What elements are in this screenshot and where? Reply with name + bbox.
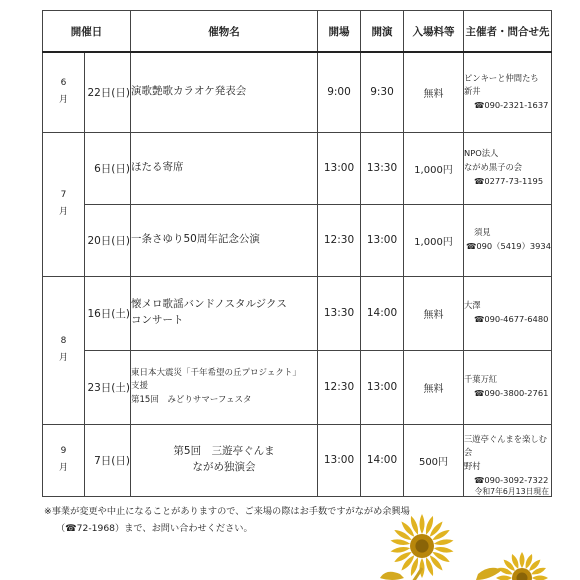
table-row [43,276,552,350]
notice-text [44,503,410,538]
header-event-name: 催物名 [131,11,318,53]
table-header-row [43,11,552,53]
notice-line: ※事業が変更や中止になることがありますので、ご来場の際はお手数ですがながめ余興場 [44,506,410,517]
month-august: 8 月 [43,276,85,424]
doors-open-time: 13:00 [318,424,361,496]
start-time: 13:00 [361,350,404,424]
event-name: 演歌艶歌カラオケ発表会 [131,52,318,132]
as-of-date: 令和7年6月13日現在 [474,487,549,496]
event-day: 7日(日) [85,424,131,496]
header-date: 開催日 [43,11,131,53]
month-september: 9 月 [43,424,85,496]
entry-fee: 500円 [404,424,464,496]
contact-info: NPO法人 ながめ黒子の会 ☎0277-73-1195 [464,132,552,204]
table-row [43,132,552,204]
event-day: 22日(日) [85,52,131,132]
contact-info: ピンキーと仲間たち 新井 ☎090-2321-1637 [464,52,552,132]
contact-phone: ☎090（5419）3934 [466,241,551,251]
contact-info: 千葉万紅 ☎090-3800-2761 [464,350,552,424]
entry-fee: 無料 [404,350,464,424]
event-schedule [42,10,551,497]
event-day: 16日(土) [85,276,131,350]
contact-info: 須見 ☎090（5419）3934 [464,204,552,276]
contact-info: 三遊亭ぐんまを楽しむ会 野村 ☎090-3092-7322 [464,424,552,496]
header-doors-open: 開場 [318,11,361,53]
table-row [43,204,552,276]
header-start: 開演 [361,11,404,53]
event-name: 懐メロ歌謡バンドノスタルジクス コンサート [131,276,318,350]
table-row [43,52,552,132]
month-july: 7 月 [43,132,85,276]
contact-phone: ☎0277-73-1195 [474,175,544,186]
event-name: 東日本大震災「千年希望の丘プロジェクト」 支援 第15回 みどりサマーフェスタ [131,350,318,424]
doors-open-time: 13:30 [318,276,361,350]
entry-fee: 1,000円 [404,132,464,204]
month-june: 6 月 [43,52,85,132]
sunflower-illustration [370,500,580,580]
start-time: 14:00 [361,276,404,350]
notice-line: （☎72-1968）まで、お問い合わせください。 [56,523,253,535]
start-time: 14:00 [361,424,404,496]
entry-fee: 無料 [404,276,464,350]
contact-info: 大澤 ☎090-4677-6480 [464,276,552,350]
contact-phone: ☎090-4677-6480 [474,314,549,324]
start-time: 13:00 [361,204,404,276]
doors-open-time: 12:30 [318,350,361,424]
doors-open-time: 9:00 [318,52,361,132]
event-table [42,10,552,497]
event-name: ほたる寄席 [131,132,318,204]
start-time: 9:30 [361,52,404,132]
contact-phone: ☎090-2321-1637 [474,100,549,111]
header-fee: 入場料等 [404,11,464,53]
doors-open-time: 12:30 [318,204,361,276]
event-name: 一条さゆり50周年記念公演 [131,204,318,276]
event-day: 20日(日) [85,204,131,276]
contact-phone: ☎090-3800-2761 [474,388,549,398]
start-time: 13:30 [361,132,404,204]
table-row [43,350,552,424]
doors-open-time: 13:00 [318,132,361,204]
contact-phone: ☎090-3092-7322 [474,474,549,485]
event-day: 6日(日) [85,132,131,204]
header-contact: 主催者・問合せ先 [464,11,552,53]
event-day: 23日(土) [85,350,131,424]
event-name: 第5回 三遊亭ぐんま ながめ独演会 [131,424,318,496]
entry-fee: 無料 [404,52,464,132]
entry-fee: 1,000円 [404,204,464,276]
